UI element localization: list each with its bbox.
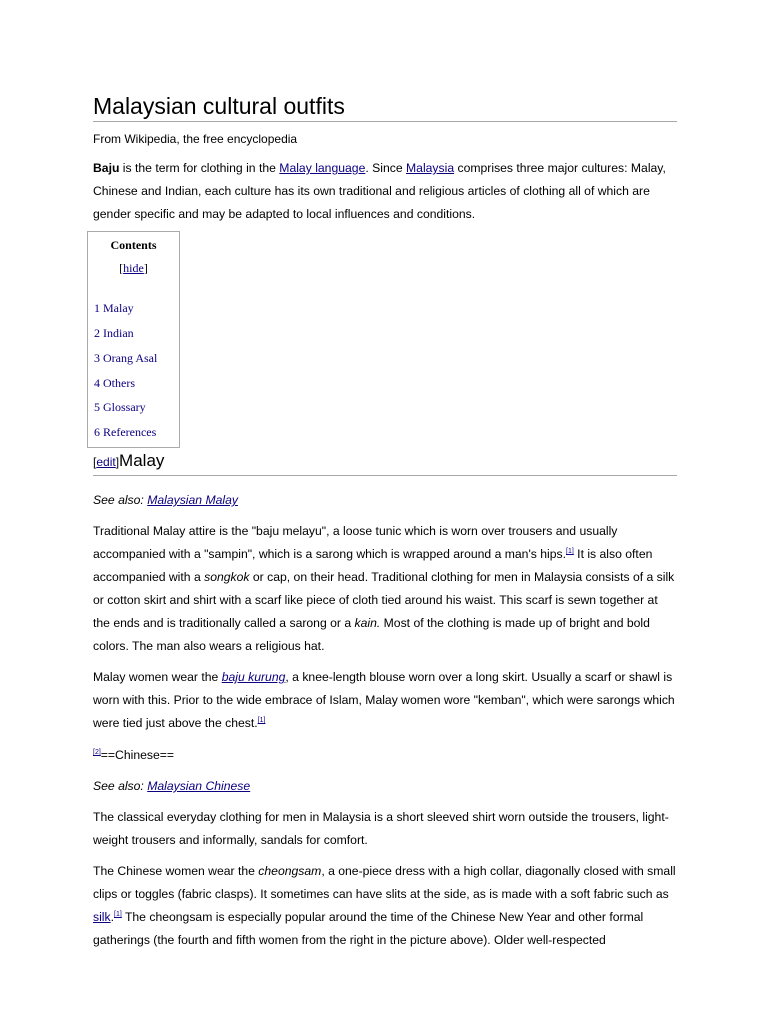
intro-paragraph: [93, 157, 677, 226]
malaysia-link[interactable]: Malaysia: [406, 161, 455, 175]
toc-hide-open: [: [119, 261, 124, 275]
table-of-contents: [87, 231, 180, 448]
reference-link[interactable]: [2]: [93, 748, 101, 756]
p2-text-2: , a knee-length blouse worn over a long skirt. Usually a scarf or shawl is worn with this. Prior to the wide embrace of Islam, Malay women wore "kemban", which were sarongs which were tied just above the chest.: [93, 670, 675, 730]
ref-1b-sup: [258, 717, 266, 724]
intro-bold-term: Baju: [93, 161, 120, 175]
edit-close: ]: [115, 455, 120, 469]
see-also-chinese: [93, 775, 677, 798]
reference-link[interactable]: [1]: [257, 716, 266, 724]
malay-women-paragraph: [93, 666, 677, 735]
toc-item-references[interactable]: 6 References: [94, 425, 157, 439]
toc-hide-close: ]: [143, 261, 148, 275]
p4-text-3: .: [110, 910, 114, 924]
edit-section-link[interactable]: edit: [96, 455, 116, 469]
songkok-term: songkok: [204, 570, 250, 584]
kain-term: kain.: [354, 616, 381, 630]
toc-title: Contents: [110, 238, 157, 252]
p1-text-2: It is also often accompanied with a: [93, 547, 653, 584]
silk-link[interactable]: silk: [93, 910, 111, 924]
site-subtitle: From Wikipedia, the free encyclopedia: [93, 132, 298, 146]
section-heading-malay: [93, 450, 677, 476]
see-also-malay: [93, 489, 677, 512]
ref-1-sup: [566, 548, 574, 555]
edit-open: [: [93, 455, 97, 469]
intro-text-1: is the term for clothing in the: [119, 161, 280, 175]
see-also-prefix: See also:: [93, 779, 148, 793]
chinese-men-paragraph: The classical everyday clothing for men in Malaysia is a short sleeved shirt worn outside the trousers, light-weight trousers and informally, sandals for comfort.: [93, 810, 669, 847]
page-title: Malaysian cultural outfits: [93, 92, 677, 122]
chinese-women-paragraph: [93, 860, 677, 952]
chinese-heading-text: ==Chinese==: [100, 748, 174, 762]
toc-item-malay[interactable]: 1 Malay: [94, 301, 134, 315]
p4-text-2: , a one-piece dress with a high collar, diagonally closed with small clips or toggles (fabric clasps). It sometimes can have slits at the side, as is made with a soft fabric such as: [93, 864, 676, 901]
p1-text-1: Traditional Malay attire is the "baju melayu", a loose tunic which is worn over trousers and usually accompanied with a "sampin", which is a sarong which is wrapped around a man's hips.: [93, 524, 618, 561]
toc-item-glossary[interactable]: 5 Glossary: [94, 400, 146, 414]
p1-text-4: Most of the clothing is made up of bright and bold colors. The man also wears a religious hat.: [93, 616, 650, 653]
intro-text-2: . Since: [365, 161, 407, 175]
reference-link[interactable]: [1]: [566, 547, 574, 555]
ref-1c-sup: [114, 911, 122, 918]
malaysian-malay-link[interactable]: Malaysian Malay: [147, 493, 238, 507]
baju-kurung-link[interactable]: baju kurung: [221, 670, 286, 684]
malaysian-chinese-link[interactable]: Malaysian Chinese: [147, 779, 251, 793]
toc-item-indian[interactable]: 2 Indian: [94, 326, 134, 340]
edit-section-link-wrap: [93, 455, 119, 469]
intro-text-3: comprises three major cultures: Malay, Chinese and Indian, each culture has its own traditional and religious articles of clothing all of which are gender specific and may be adapted to local influences and conditions.: [93, 161, 666, 221]
toc-item-others[interactable]: 4 Others: [94, 376, 135, 390]
p4-text-1: The Chinese women wear the: [93, 864, 259, 878]
toc-hide-toggle: [88, 261, 179, 276]
toc-item-orang-asal[interactable]: 3 Orang Asal: [94, 351, 158, 365]
toc-hide-link[interactable]: hide: [123, 261, 144, 275]
reference-link[interactable]: [1]: [114, 910, 122, 918]
cheongsam-term: cheongsam: [258, 864, 322, 878]
malay-language-link[interactable]: Malay language: [279, 161, 366, 175]
p1-text-3: or cap, on their head. Traditional clothing for men in Malaysia consists of a silk or cotton skirt and shirt with a scarf like piece of cloth tied around his waist. This scarf is sewn together at the ends and is traditionally called a sarong or a: [93, 570, 675, 630]
section-title-malay: Malay: [119, 451, 165, 470]
see-also-prefix: See also:: [93, 493, 148, 507]
p2-text-1: Malay women wear the: [93, 670, 222, 684]
ref-2-sup: [93, 749, 101, 756]
malay-attire-paragraph: [93, 520, 677, 658]
chinese-heading-line: [93, 744, 677, 767]
p4-text-4: The cheongsam is especially popular around the time of the Chinese New Year and other formal gatherings (the fourth and fifth women from the right in the picture above). Older well-respected: [93, 910, 644, 947]
